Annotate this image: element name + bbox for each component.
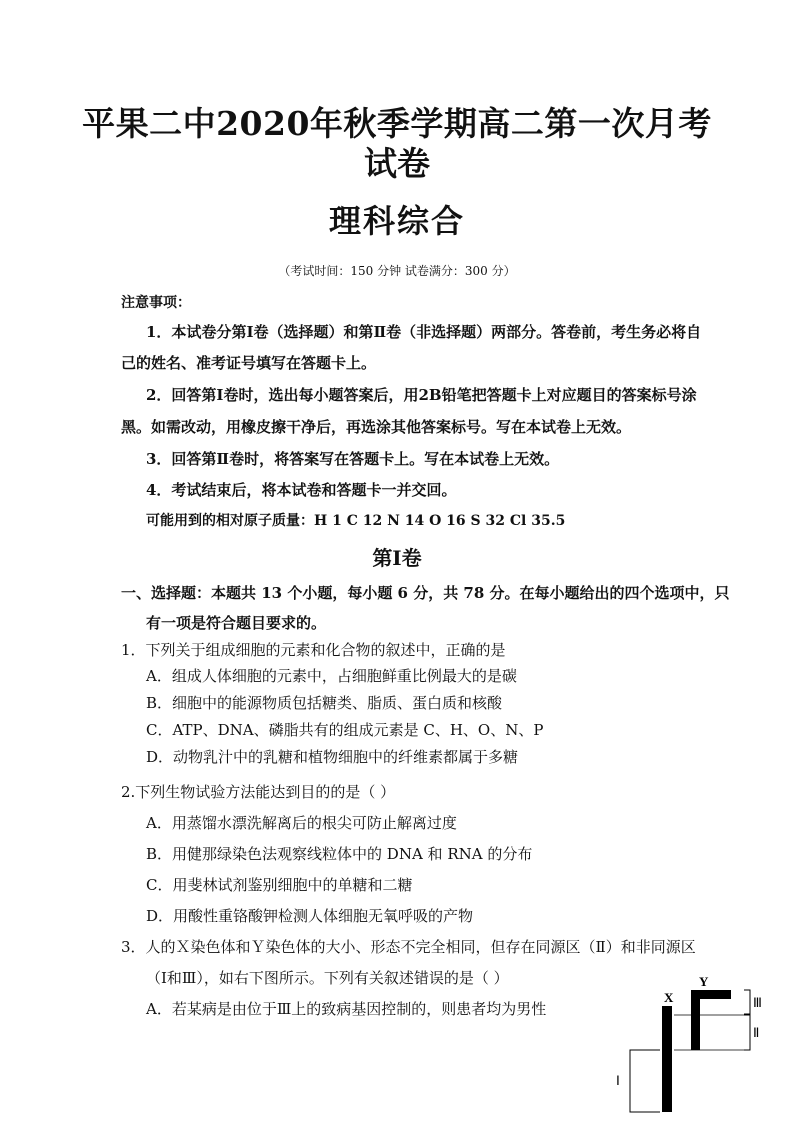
- exam-title-line1: 平果二中2020年秋季学期高二第一次月考: [82, 104, 712, 143]
- section1-title: 第Ⅰ卷: [372, 546, 422, 570]
- notice-item3: 3．回答第Ⅱ卷时，将答案写在答题卡上。写在本试卷上无效。: [146, 450, 560, 468]
- y-chromosome-arm: [691, 990, 731, 999]
- section1-intro-line1: 一、选择题：本题共 13 个小题，每小题 6 分，共 78 分。在每小题给出的四个选项中，只: [121, 584, 730, 602]
- q1-option-d: D．动物乳汁中的乳糖和植物细胞中的纤维素都属于多糖: [146, 748, 519, 766]
- q2-stem: 2.下列生物试验方法能达到目的的是（ ）: [121, 783, 396, 801]
- q1-option-c: C．ATP、DNA、磷脂共有的组成元素是 C、H、O、N、P: [146, 721, 544, 739]
- exam-info: （考试时间：150 分钟 试卷满分：300 分）: [278, 264, 516, 278]
- notice-item2-line2: 黑。如需改动，用橡皮擦干净后，再选涂其他答案标号。写在本试卷上无效。: [121, 418, 632, 436]
- notice-item1-line2: 己的姓名、准考证号填写在答题卡上。: [121, 354, 377, 372]
- q2-option-d: D．用酸性重铬酸钾检测人体细胞无氧呼吸的产物: [146, 907, 474, 925]
- q3-option-a: A．若某病是由位于Ⅲ上的致病基因控制的，则患者均为男性: [146, 1000, 547, 1018]
- atomic-mass-line: 可能用到的相对原子质量：H 1 C 12 N 14 O 16 S 32 Cl 35.5: [146, 513, 566, 529]
- q1-option-b: B．细胞中的能源物质包括糖类、脂质、蛋白质和核酸: [146, 694, 503, 712]
- q1-option-a: A．组成人体细胞的元素中，占细胞鲜重比例最大的是碳: [146, 667, 517, 685]
- notice-item1-line1: 1．本试卷分第Ⅰ卷（选择题）和第Ⅱ卷（非选择题）两部分。答卷前，考生务必将自: [146, 323, 702, 341]
- label-x: X: [664, 990, 674, 1005]
- notice-item2-line1: 2．回答第Ⅰ卷时，选出每小题答案后，用2B铅笔把答题卡上对应题目的答案标号涂: [146, 386, 697, 404]
- exam-title-line2: 试卷: [364, 144, 430, 183]
- label-ii: Ⅱ: [753, 1025, 760, 1040]
- notice-item4: 4．考试结束后，将本试卷和答题卡一并交回。: [146, 481, 457, 499]
- q2-option-a: A．用蒸馏水漂洗解离后的根尖可防止解离过度: [146, 814, 457, 832]
- notice-heading: 注意事项：: [121, 295, 191, 311]
- xy-chromosome-diagram: [610, 966, 780, 1116]
- exam-subject: 理科综合: [328, 202, 465, 240]
- q1-stem: 1．下列关于组成细胞的元素和化合物的叙述中，正确的是: [121, 641, 506, 659]
- label-i: Ⅰ: [616, 1073, 620, 1088]
- q2-option-c: C．用斐林试剂鉴别细胞中的单糖和二糖: [146, 876, 413, 894]
- q3-stem-line2: （Ⅰ和Ⅲ），如右下图所示。下列有关叙述错误的是（ ）: [146, 969, 509, 987]
- q2-option-b: B．用健那绿染色法观察线粒体中的 DNA 和 RNA 的分布: [146, 845, 533, 863]
- label-y: Y: [699, 974, 709, 989]
- region-ii-bracket: [744, 1015, 750, 1050]
- section1-intro-line2: 有一项是符合题目要求的。: [146, 614, 327, 632]
- region-i-bracket: [630, 1050, 660, 1112]
- q3-stem-line1: 3．人的Ｘ染色体和Ｙ染色体的大小、形态不完全相同，但存在同源区（Ⅱ）和非同源区: [121, 938, 696, 956]
- region-iii-bracket: [744, 990, 750, 1014]
- label-iii: Ⅲ: [753, 995, 762, 1010]
- x-chromosome: [662, 1006, 672, 1112]
